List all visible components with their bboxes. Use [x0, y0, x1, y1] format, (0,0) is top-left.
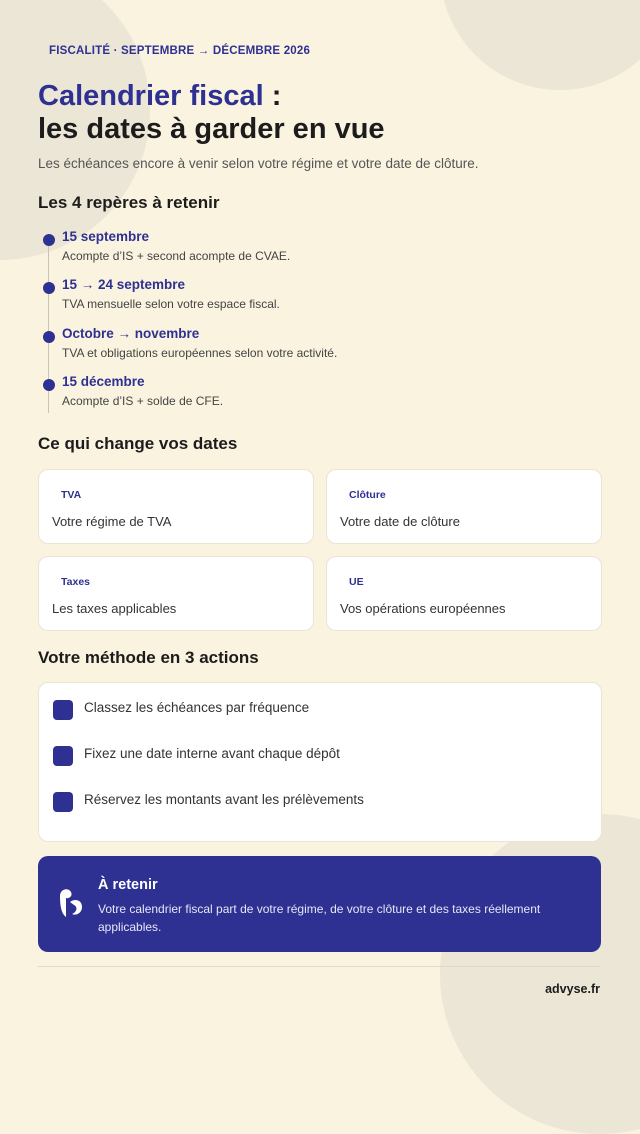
advyse-logo-icon	[56, 886, 86, 920]
timeline-dot-icon	[43, 379, 55, 391]
background-circle	[440, 0, 640, 90]
timeline-desc: TVA mensuelle selon votre espace fiscal.	[62, 297, 280, 311]
timeline-item	[46, 374, 586, 422]
timeline-item	[46, 277, 586, 325]
keep-callout	[38, 856, 601, 952]
timeline-date: 15 → 24 septembre	[62, 277, 186, 292]
footer-divider	[38, 966, 601, 967]
timeline-dot-icon	[43, 234, 55, 246]
action-label: Réservez les montants avant les prélèvements	[84, 792, 364, 807]
card-text: Votre date de clôture	[340, 514, 460, 529]
keep-title: À retenir	[98, 877, 158, 893]
checkbox-icon[interactable]	[53, 700, 73, 720]
timeline-heading: Les 4 repères à retenir	[38, 193, 220, 212]
page-title	[38, 80, 385, 146]
timeline	[46, 229, 586, 413]
title-line-2: les dates à garder en vue	[38, 113, 385, 145]
factors-heading: Ce qui change vos dates	[38, 434, 238, 453]
actions-panel	[38, 682, 602, 842]
kicker: FISCALITÉ · SEPTEMBRE → DÉCEMBRE 2026	[49, 45, 311, 57]
action-label: Fixez une date interne avant chaque dépôt	[84, 746, 340, 761]
title-accent: Calendrier fiscal	[38, 80, 264, 112]
subtitle: Les échéances encore à venir selon votre régime et votre date de clôture.	[38, 156, 479, 171]
title-colon: :	[263, 80, 282, 112]
factor-card-tva	[38, 469, 314, 544]
action-item[interactable]	[53, 789, 573, 811]
card-tag: Taxes	[61, 576, 90, 588]
card-text: Votre régime de TVA	[52, 514, 172, 529]
method-heading: Votre méthode en 3 actions	[38, 648, 259, 667]
action-label: Classez les échéances par fréquence	[84, 700, 310, 715]
timeline-dot-icon	[43, 331, 55, 343]
action-item[interactable]	[53, 697, 573, 719]
timeline-date: 15 septembre	[62, 229, 150, 244]
timeline-desc: Acompte d’IS + second acompte de CVAE.	[62, 249, 291, 263]
timeline-desc: TVA et obligations européennes selon votre activité.	[62, 346, 338, 360]
keep-text: Votre calendrier fiscal part de votre régime, de votre clôture et des taxes réellement applicables.	[98, 902, 541, 934]
brand-link[interactable]: advyse.fr	[545, 982, 600, 996]
factor-card-ue	[326, 556, 602, 631]
card-tag: UE	[349, 576, 364, 588]
timeline-item	[46, 326, 586, 374]
timeline-item	[46, 229, 586, 277]
factor-card-cloture	[326, 469, 602, 544]
card-tag: Clôture	[349, 489, 386, 501]
timeline-date: 15 décembre	[62, 374, 145, 389]
card-text: Vos opérations européennes	[340, 601, 506, 616]
checkbox-icon[interactable]	[53, 746, 73, 766]
checkbox-icon[interactable]	[53, 792, 73, 812]
timeline-date: Octobre → novembre	[62, 326, 200, 341]
timeline-desc: Acompte d’IS + solde de CFE.	[62, 394, 224, 408]
timeline-dot-icon	[43, 282, 55, 294]
action-item[interactable]	[53, 743, 573, 765]
factor-card-taxes	[38, 556, 314, 631]
card-tag: TVA	[61, 489, 82, 501]
card-text: Les taxes applicables	[52, 601, 177, 616]
